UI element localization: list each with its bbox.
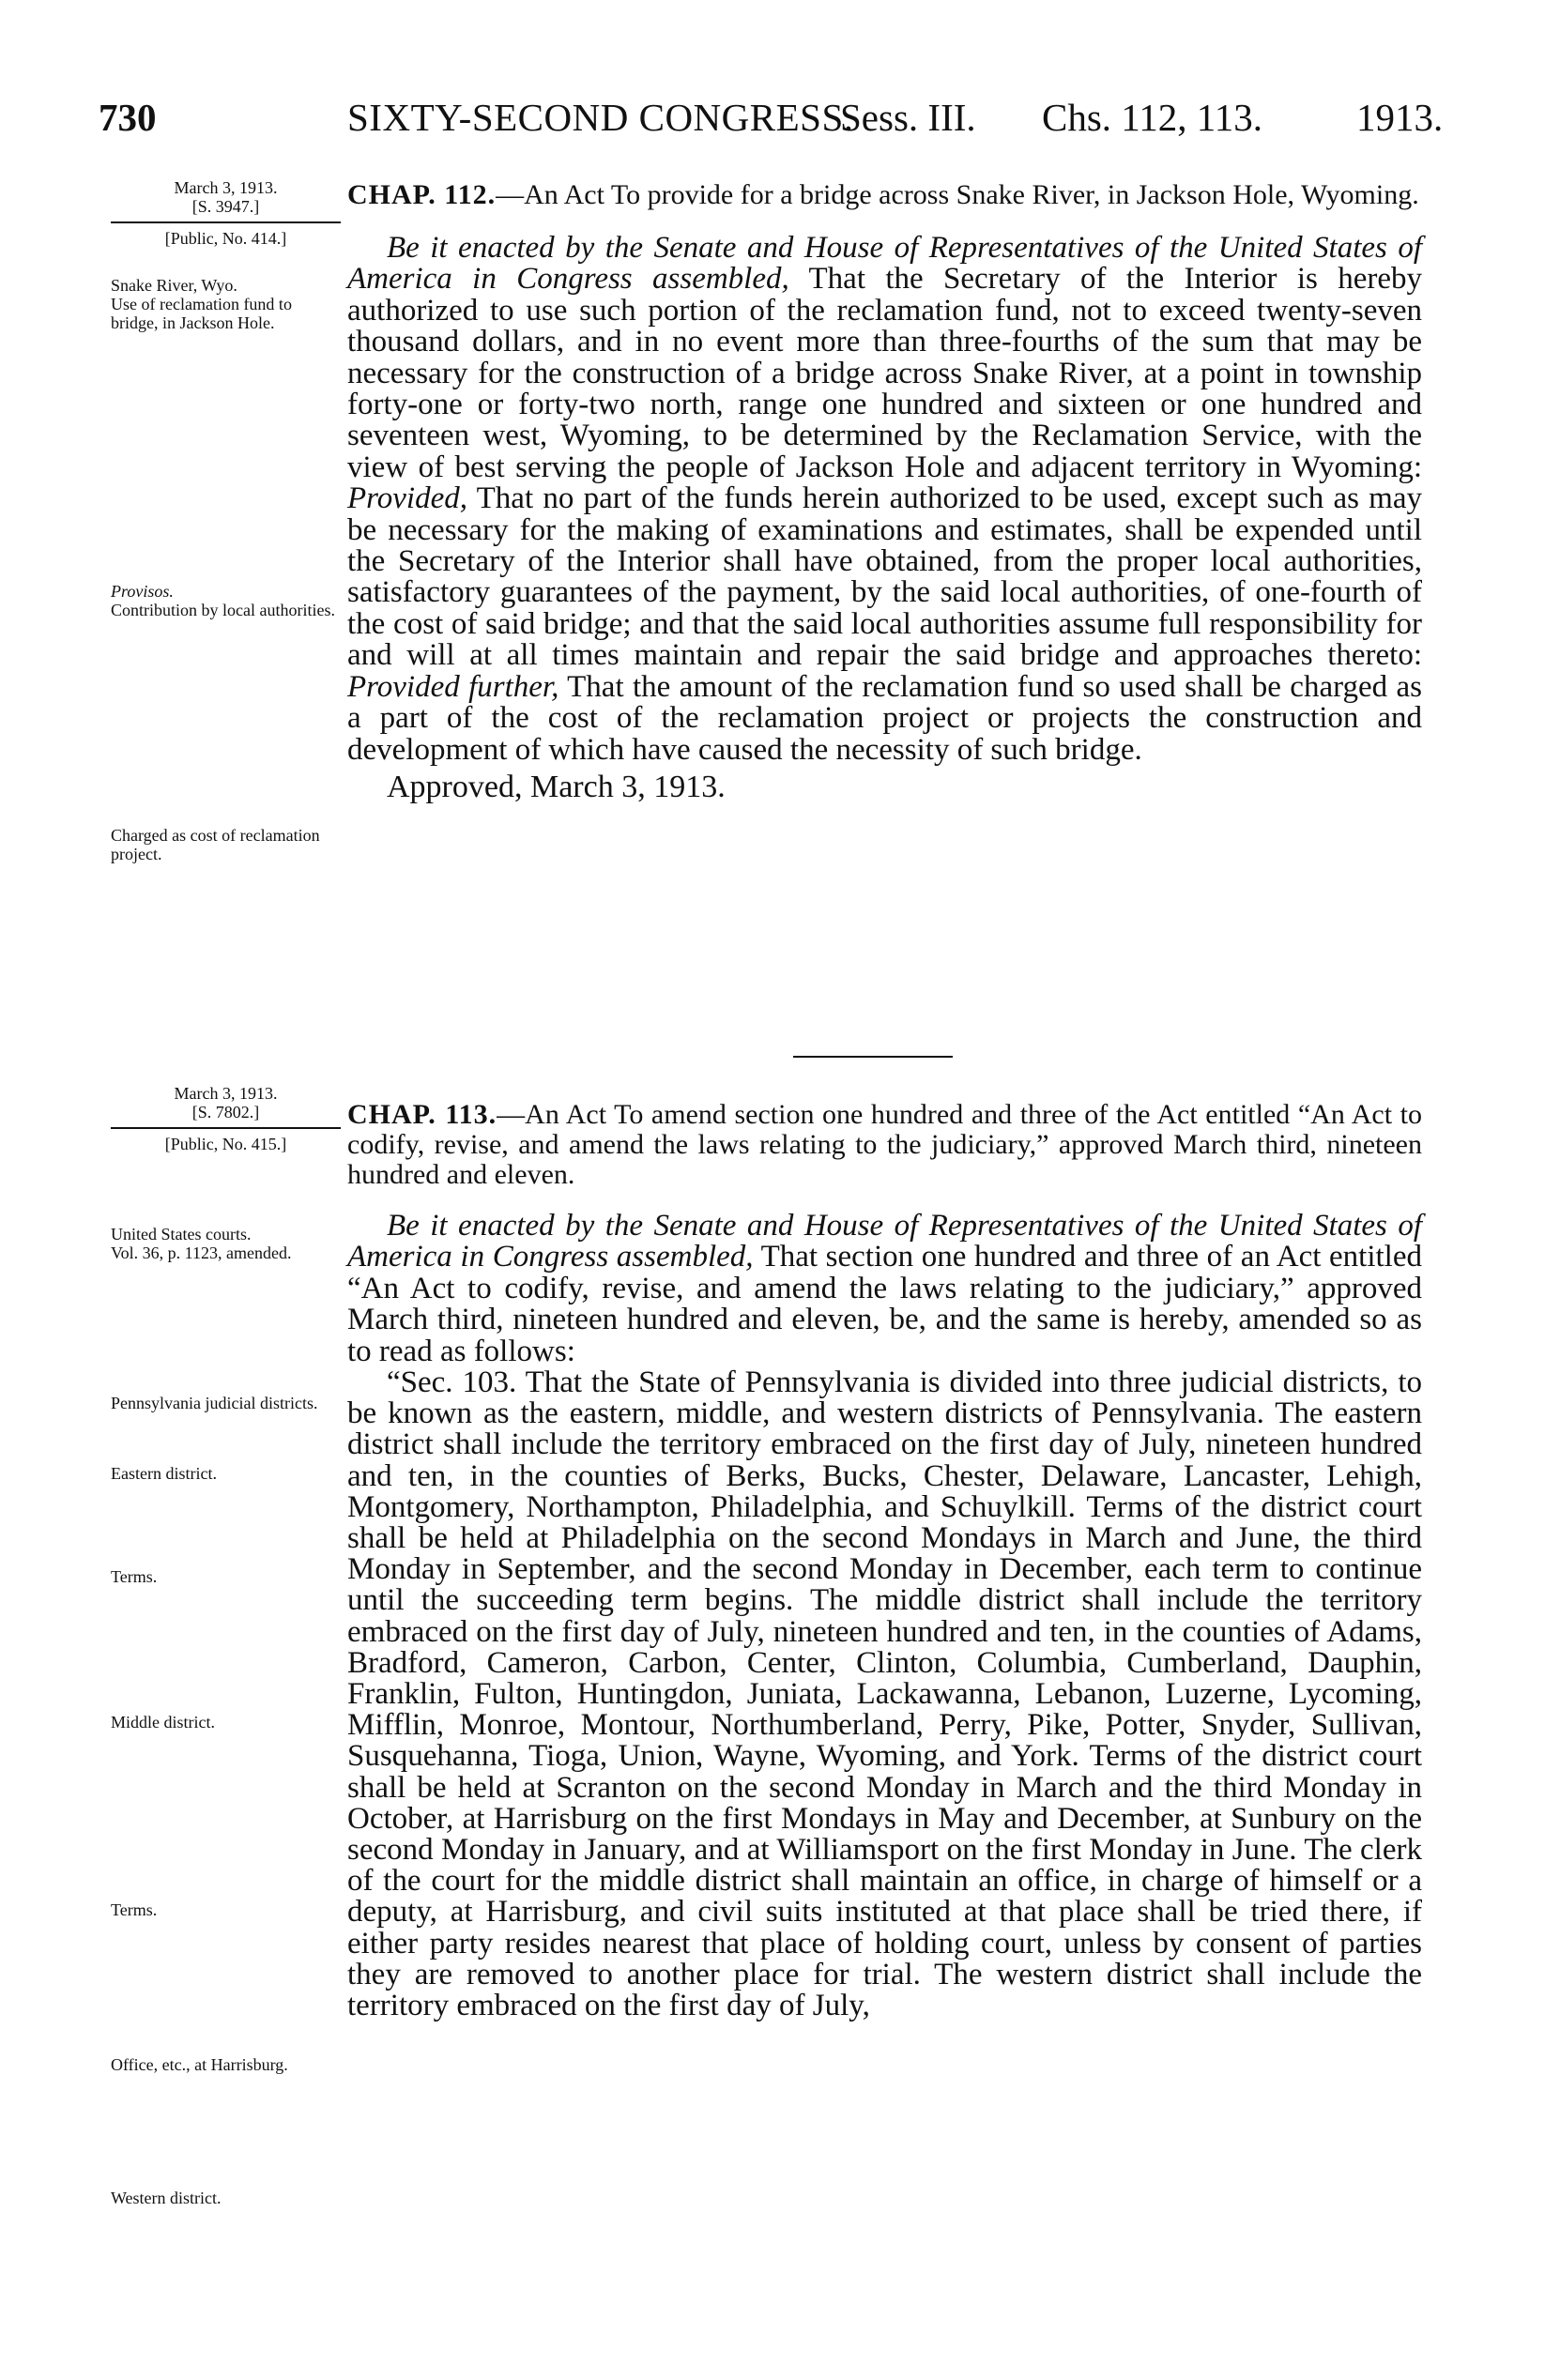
- margin-terms-1: Terms.: [111, 1567, 158, 1586]
- chap-112-approved: Approved, March 3, 1913.: [387, 769, 726, 804]
- chap-113: [347, 1100, 1422, 2021]
- chap-113-text-1: That section one hundred and three of an Act entitled “An Act to codify, revise, and amend the laws relating to the judiciary,” approved March third, nineteen hundred and eleven, be, and the same is hereby, amended so as to read as follows:: [347, 1240, 1422, 1368]
- margin-western-district: Western district.: [111, 2189, 222, 2207]
- margin-use-note: Use of reclamation fund to bridge, in Jackson Hole.: [111, 295, 292, 332]
- session-label: Sess. III.: [840, 96, 976, 139]
- margin-vol-note: Vol. 36, p. 1123, amended.: [111, 1243, 292, 1262]
- margin-office-harrisburg: Office, etc., at Harrisburg.: [111, 2055, 288, 2074]
- margin-provisos-label: Provisos.: [111, 582, 174, 601]
- margin-date: March 3, 1913.: [174, 1084, 278, 1103]
- margin-charged: Charged as cost of reclamation project.: [111, 826, 320, 863]
- congress-title: SIXTY-SECOND CONGRESS.: [347, 96, 854, 139]
- chap-112-proviso-1: Provided,: [347, 481, 467, 516]
- margin-subject: Snake River, Wyo.: [111, 276, 237, 295]
- chap-112: [347, 180, 1422, 805]
- chap-112-title: [347, 180, 1422, 210]
- margin-date: March 3, 1913.: [174, 178, 278, 197]
- margin-middle-district: Middle district.: [111, 1713, 215, 1732]
- chap-112-label: CHAP. 112.: [347, 179, 497, 210]
- chap-112-text-2: That no part of the funds herein authorized to be used, except such as may be necessary for the making of examinations and estimates, shall be expended until the Secretary of the Interior shall have obtained, from the proper local authorities, satisfactory guarantees of the payment, by the said local authorities, of one-fourth of the cost of said bridge; and that the said local authorities assume full responsibility for and will at all times maintain and repair the said bridge and approaches thereto:: [347, 481, 1422, 673]
- chap-112-enacting-clause: Be it enacted by the Senate and House of Representatives of the United States of America in Congress assembled,: [347, 231, 1422, 297]
- chap-112-proviso-2: Provided further,: [347, 669, 559, 704]
- chap-112-text-3: That the amount of the reclamation fund so used shall be charged as a part of the cost of the reclamation project or projects the construction and development of which have caused the necessity of such bridge.: [347, 669, 1422, 767]
- chap-113-body: [347, 1211, 1422, 1367]
- header-year: 1913.: [1356, 96, 1444, 139]
- margin-contribution: Contribution by local authorities.: [111, 601, 335, 619]
- chap-113-label: CHAP. 113.: [347, 1099, 497, 1130]
- margin-subject: United States courts.: [111, 1225, 252, 1243]
- chapters-label: Chs. 112, 113.: [1042, 96, 1263, 139]
- margin-terms-2: Terms.: [111, 1900, 158, 1919]
- margin-rule: [111, 1127, 341, 1129]
- chapter-separator-rule: [793, 1056, 953, 1058]
- margin-rule: [111, 221, 341, 223]
- chap-113-title-text: —An Act To amend section one hundred and three of the Act entitled “An Act to codify, revise, and amend the laws relating to the judiciary,” approved March third, nineteen hundred and eleven.: [347, 1099, 1422, 1190]
- margin-public-law: [Public, No. 415.]: [164, 1135, 287, 1153]
- chap-113-title: [347, 1100, 1422, 1190]
- margin-bill: [S. 3947.]: [191, 197, 260, 216]
- margin-pa-districts: Pennsylvania judicial districts.: [111, 1394, 318, 1412]
- chap-112-title-text: —An Act To provide for a bridge across Snake River, in Jackson Hole, Wyoming.: [496, 179, 1419, 210]
- chap-112-text-1: That the Secretary of the Interior is hereby authorized to use such portion of the reclamation fund, not to exceed twenty-seven thousand dollars, and in no event more than three-fourths of the sum that may be necessary for the construction of a bridge across Snake River, at a point in township forty-one or forty-two north, range one hundred and sixteen or one hundred and seventeen west, Wyoming, to be determined by the Reclamation Service, with the view of best serving the people of Jackson Hole and adjacent territory in Wyoming:: [347, 262, 1422, 484]
- sec-103-paragraph: “Sec. 103. That the State of Pennsylvania is divided into three judicial districts, to be known as the eastern, middle, and western districts of Pennsylvania. The eastern district shall include the territory embraced on the first day of July, nineteen hundred and ten, in the counties of Berks, Bucks, Chester, Delaware, Lancaster, Lehigh, Montgomery, Northampton, Philadelphia, and Schuylkill. Terms of the district court shall be held at Philadelphia on the second Mondays in March and June, the third Monday in September, and the second Monday in December, each term to continue until the succeeding term begins. The middle district shall include the territory embraced on the first day of July, nineteen hundred and ten, in the counties of Adams, Bradford, Cameron, Carbon, Center, Clinton, Columbia, Cumberland, Dauphin, Franklin, Fulton, Huntingdon, Juniata, Lackawanna, Lebanon, Luzerne, Lycoming, Mifflin, Monroe, Montour, Northumberland, Perry, Pike, Potter, Snyder, Sullivan, Susquehanna, Tioga, Union, Wayne, Wyoming, and York. Terms of the district court shall be held at Scranton on the second Monday in March and the third Monday in October, at Harrisburg on the first Mondays in May and December, at Sunbury on the second Monday in January, and at Williamsport on the first Monday in June. The clerk of the court for the middle district shall maintain an office, in charge of himself or a deputy, at Harrisburg, and civil suits instituted at that place shall be tried there, if either party resides nearest that place of holding court, unless by consent of parties they are removed to another place for trial. The western district shall include the territory embraced on the first day of July,: [347, 1365, 1422, 2023]
- sec-103-text: [347, 1367, 1422, 2021]
- margin-public-law: [Public, No. 414.]: [164, 229, 287, 248]
- margin-bill: [S. 7802.]: [191, 1103, 260, 1121]
- chap-113-enacting-clause: Be it enacted by the Senate and House of Representatives of the United States of America in Congress assembled,: [347, 1209, 1422, 1274]
- chap-112-body: [347, 233, 1422, 766]
- margin-eastern-district: Eastern district.: [111, 1464, 217, 1483]
- page-number: 730: [99, 96, 157, 139]
